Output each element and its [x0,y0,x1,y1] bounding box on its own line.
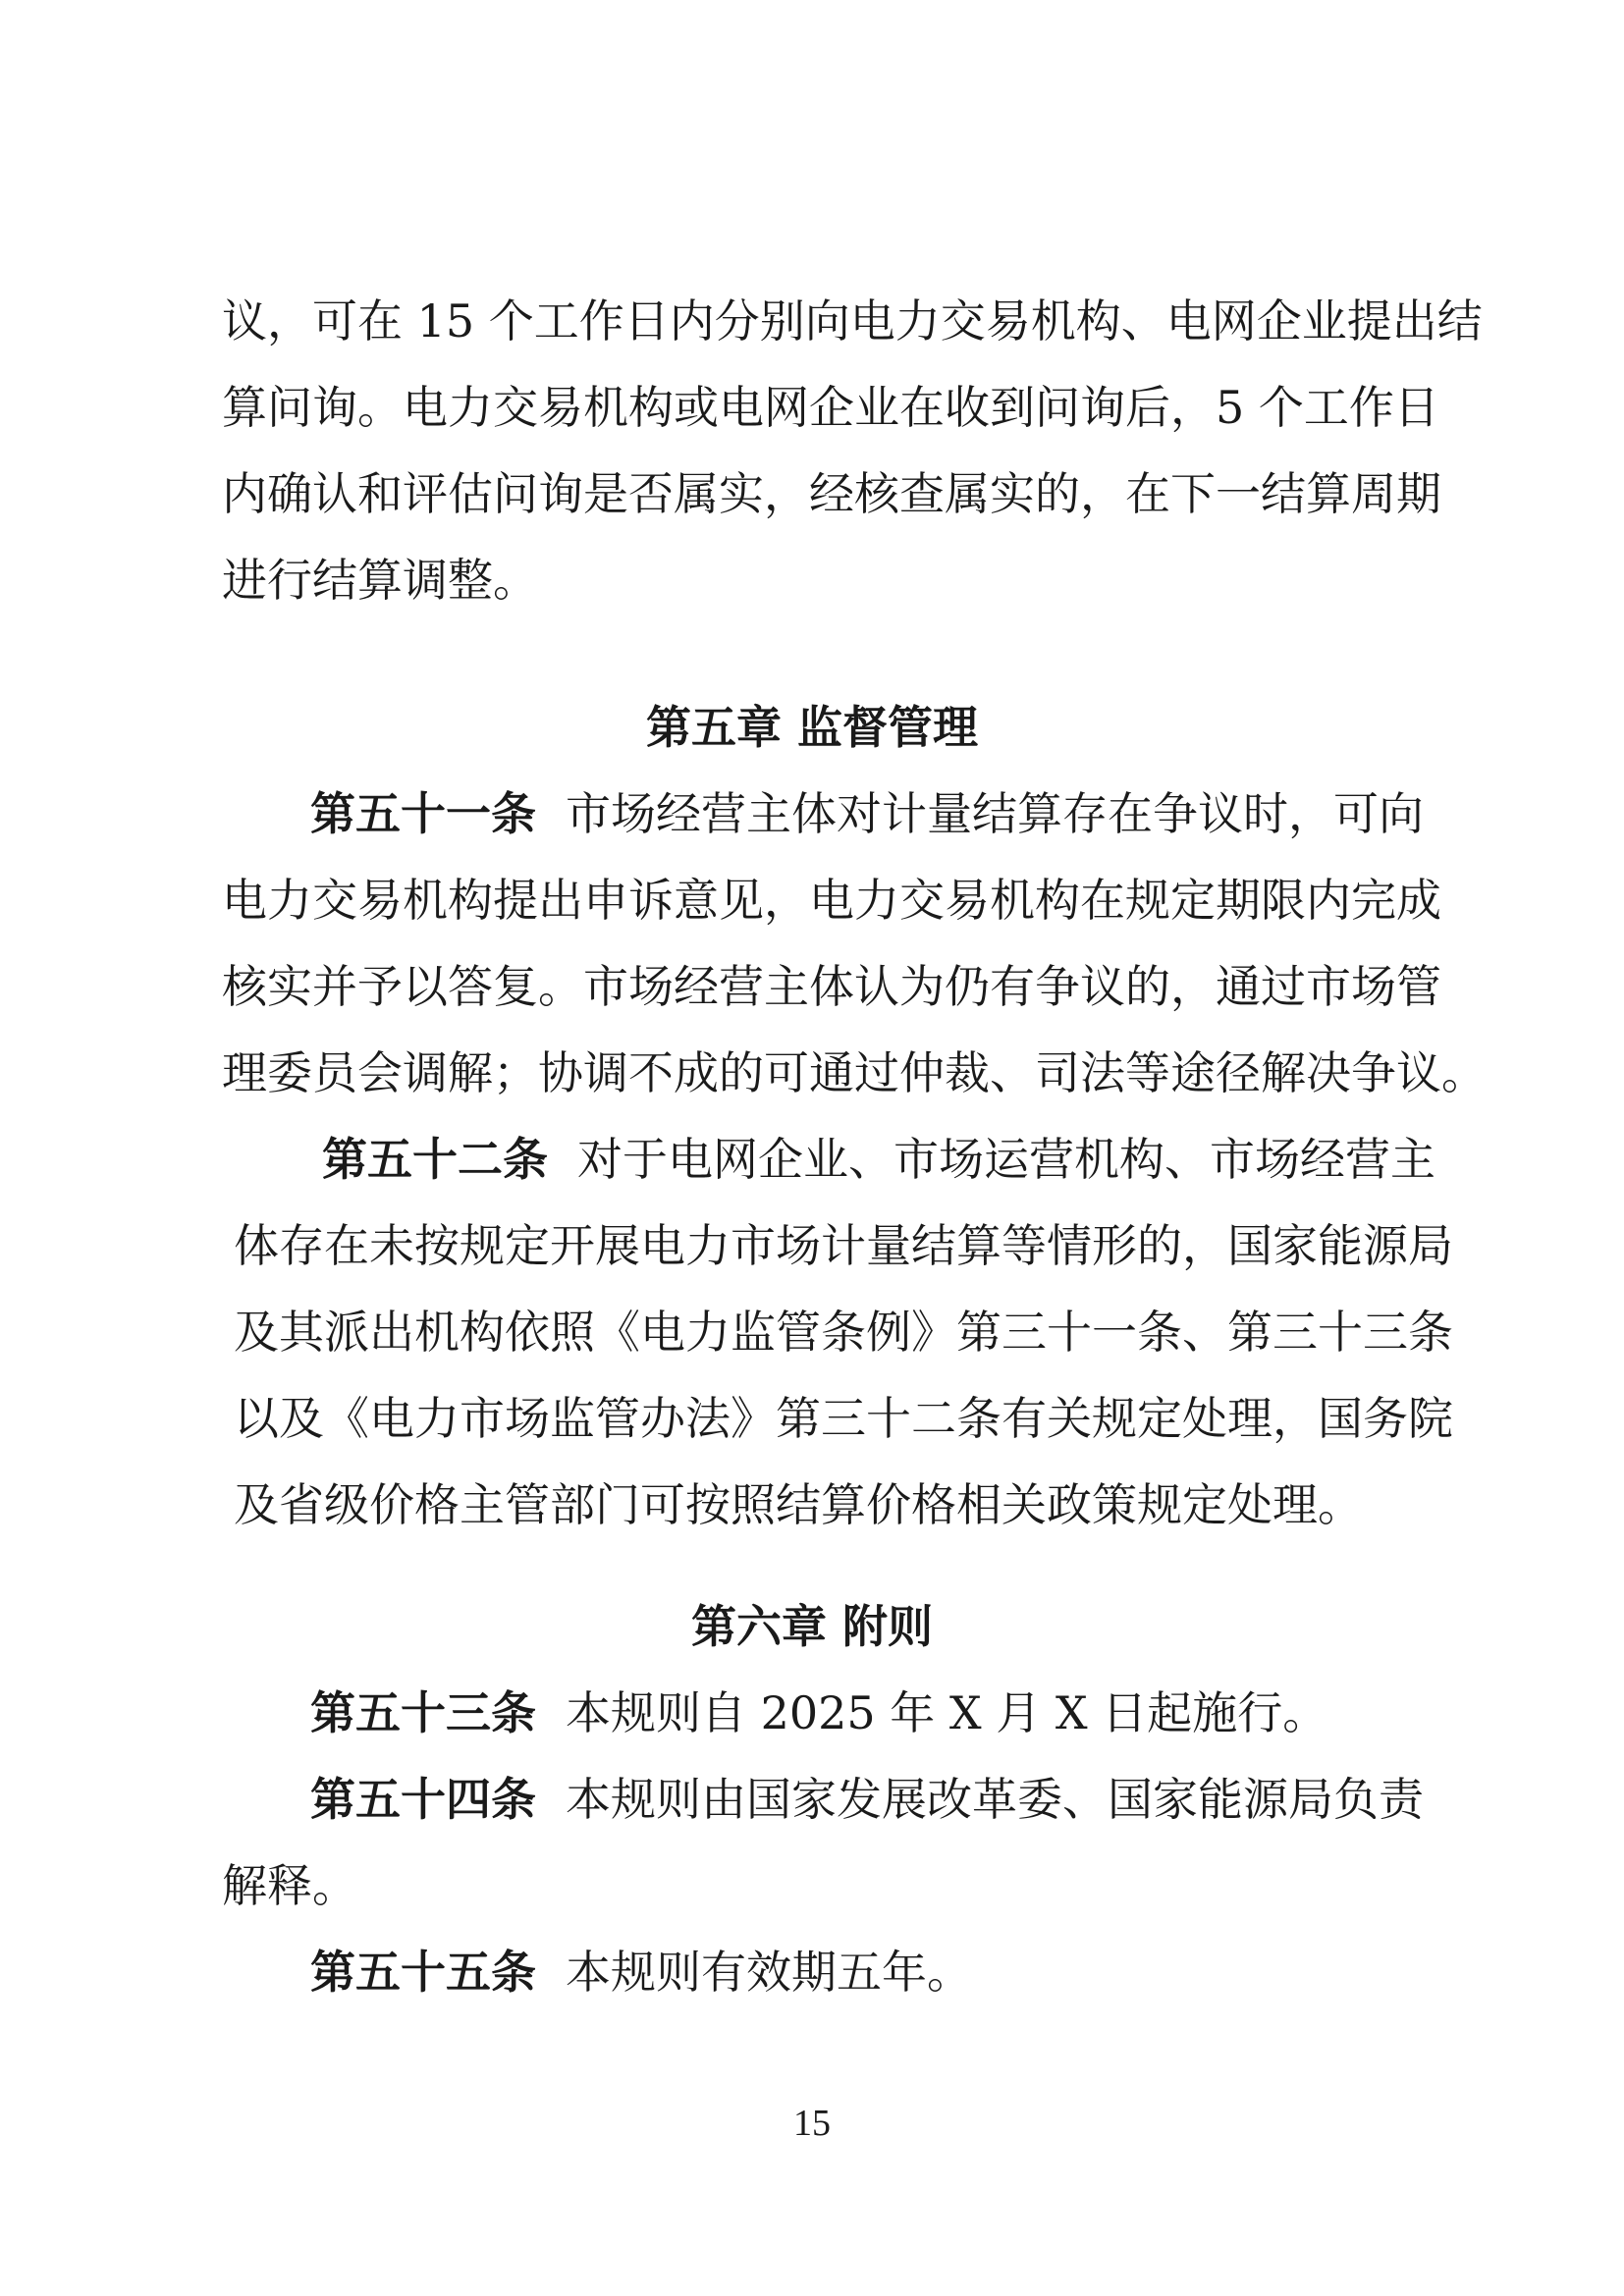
chapter-heading: 第六章 附则 [690,1600,933,1653]
article-text: 市场经营主体对计量结算存在争议时，可向 [566,787,1424,840]
paragraph-line: 内确认和评估问询是否属实，经核查属实的，在下一结算周期 [222,467,1441,520]
article-first-line [322,1125,1435,1194]
article-label: 第五十一条 [310,787,536,840]
article-label: 第五十四条 [310,1773,536,1826]
paragraph-line: 进行结算调整。 [222,554,538,607]
article-text: 对于电网企业、市场运营机构、市场经营主 [577,1133,1435,1186]
article-first-line [310,1679,1414,1747]
paragraph-line: 及省级价格主管部门可按照结算价格相关政策规定处理。 [234,1478,1363,1531]
article-first-line [310,779,1424,848]
article-text: 本规则由国家发展改革委、国家能源局负责 [566,1773,1424,1826]
article-text: 本规则有效期五年。 [566,1946,972,1999]
article-label: 第五十二条 [322,1133,548,1186]
paragraph-line: 核实并予以答复。市场经营主体认为仍有争议的，通过市场管 [222,960,1441,1013]
paragraph-line: 电力交易机构提出申诉意见，电力交易机构在规定期限内完成 [222,874,1441,927]
article-label: 第五十五条 [310,1946,536,1999]
paragraph-line: 议，可在 15 个工作日内分别向电力交易机构、电网企业提出结 [222,294,1483,347]
page-number: 15 [793,2103,831,2144]
article-text: 本规则自 2025 年 X 月 X 日起施行。 [566,1686,1328,1739]
article-first-line [310,1765,1424,1834]
paragraph-line: 以及《电力市场监管办法》第三十二条有关规定处理，国务院 [234,1392,1453,1445]
article-label: 第五十三条 [310,1686,536,1739]
chapter-heading: 第五章 监督管理 [645,701,978,754]
paragraph-line: 解释。 [222,1859,357,1912]
paragraph-line: 算问询。电力交易机构或电网企业在收到问询后，5 个工作日 [222,381,1439,434]
paragraph-line: 及其派出机构依照《电力监管条例》第三十一条、第三十三条 [234,1306,1453,1359]
paragraph-line: 理委员会调解；协调不成的可通过仲裁、司法等途径解决争议。 [222,1046,1487,1099]
paragraph-line: 体存在未按规定开展电力市场计量结算等情形的，国家能源局 [234,1219,1453,1272]
article-first-line [310,1938,1414,2006]
